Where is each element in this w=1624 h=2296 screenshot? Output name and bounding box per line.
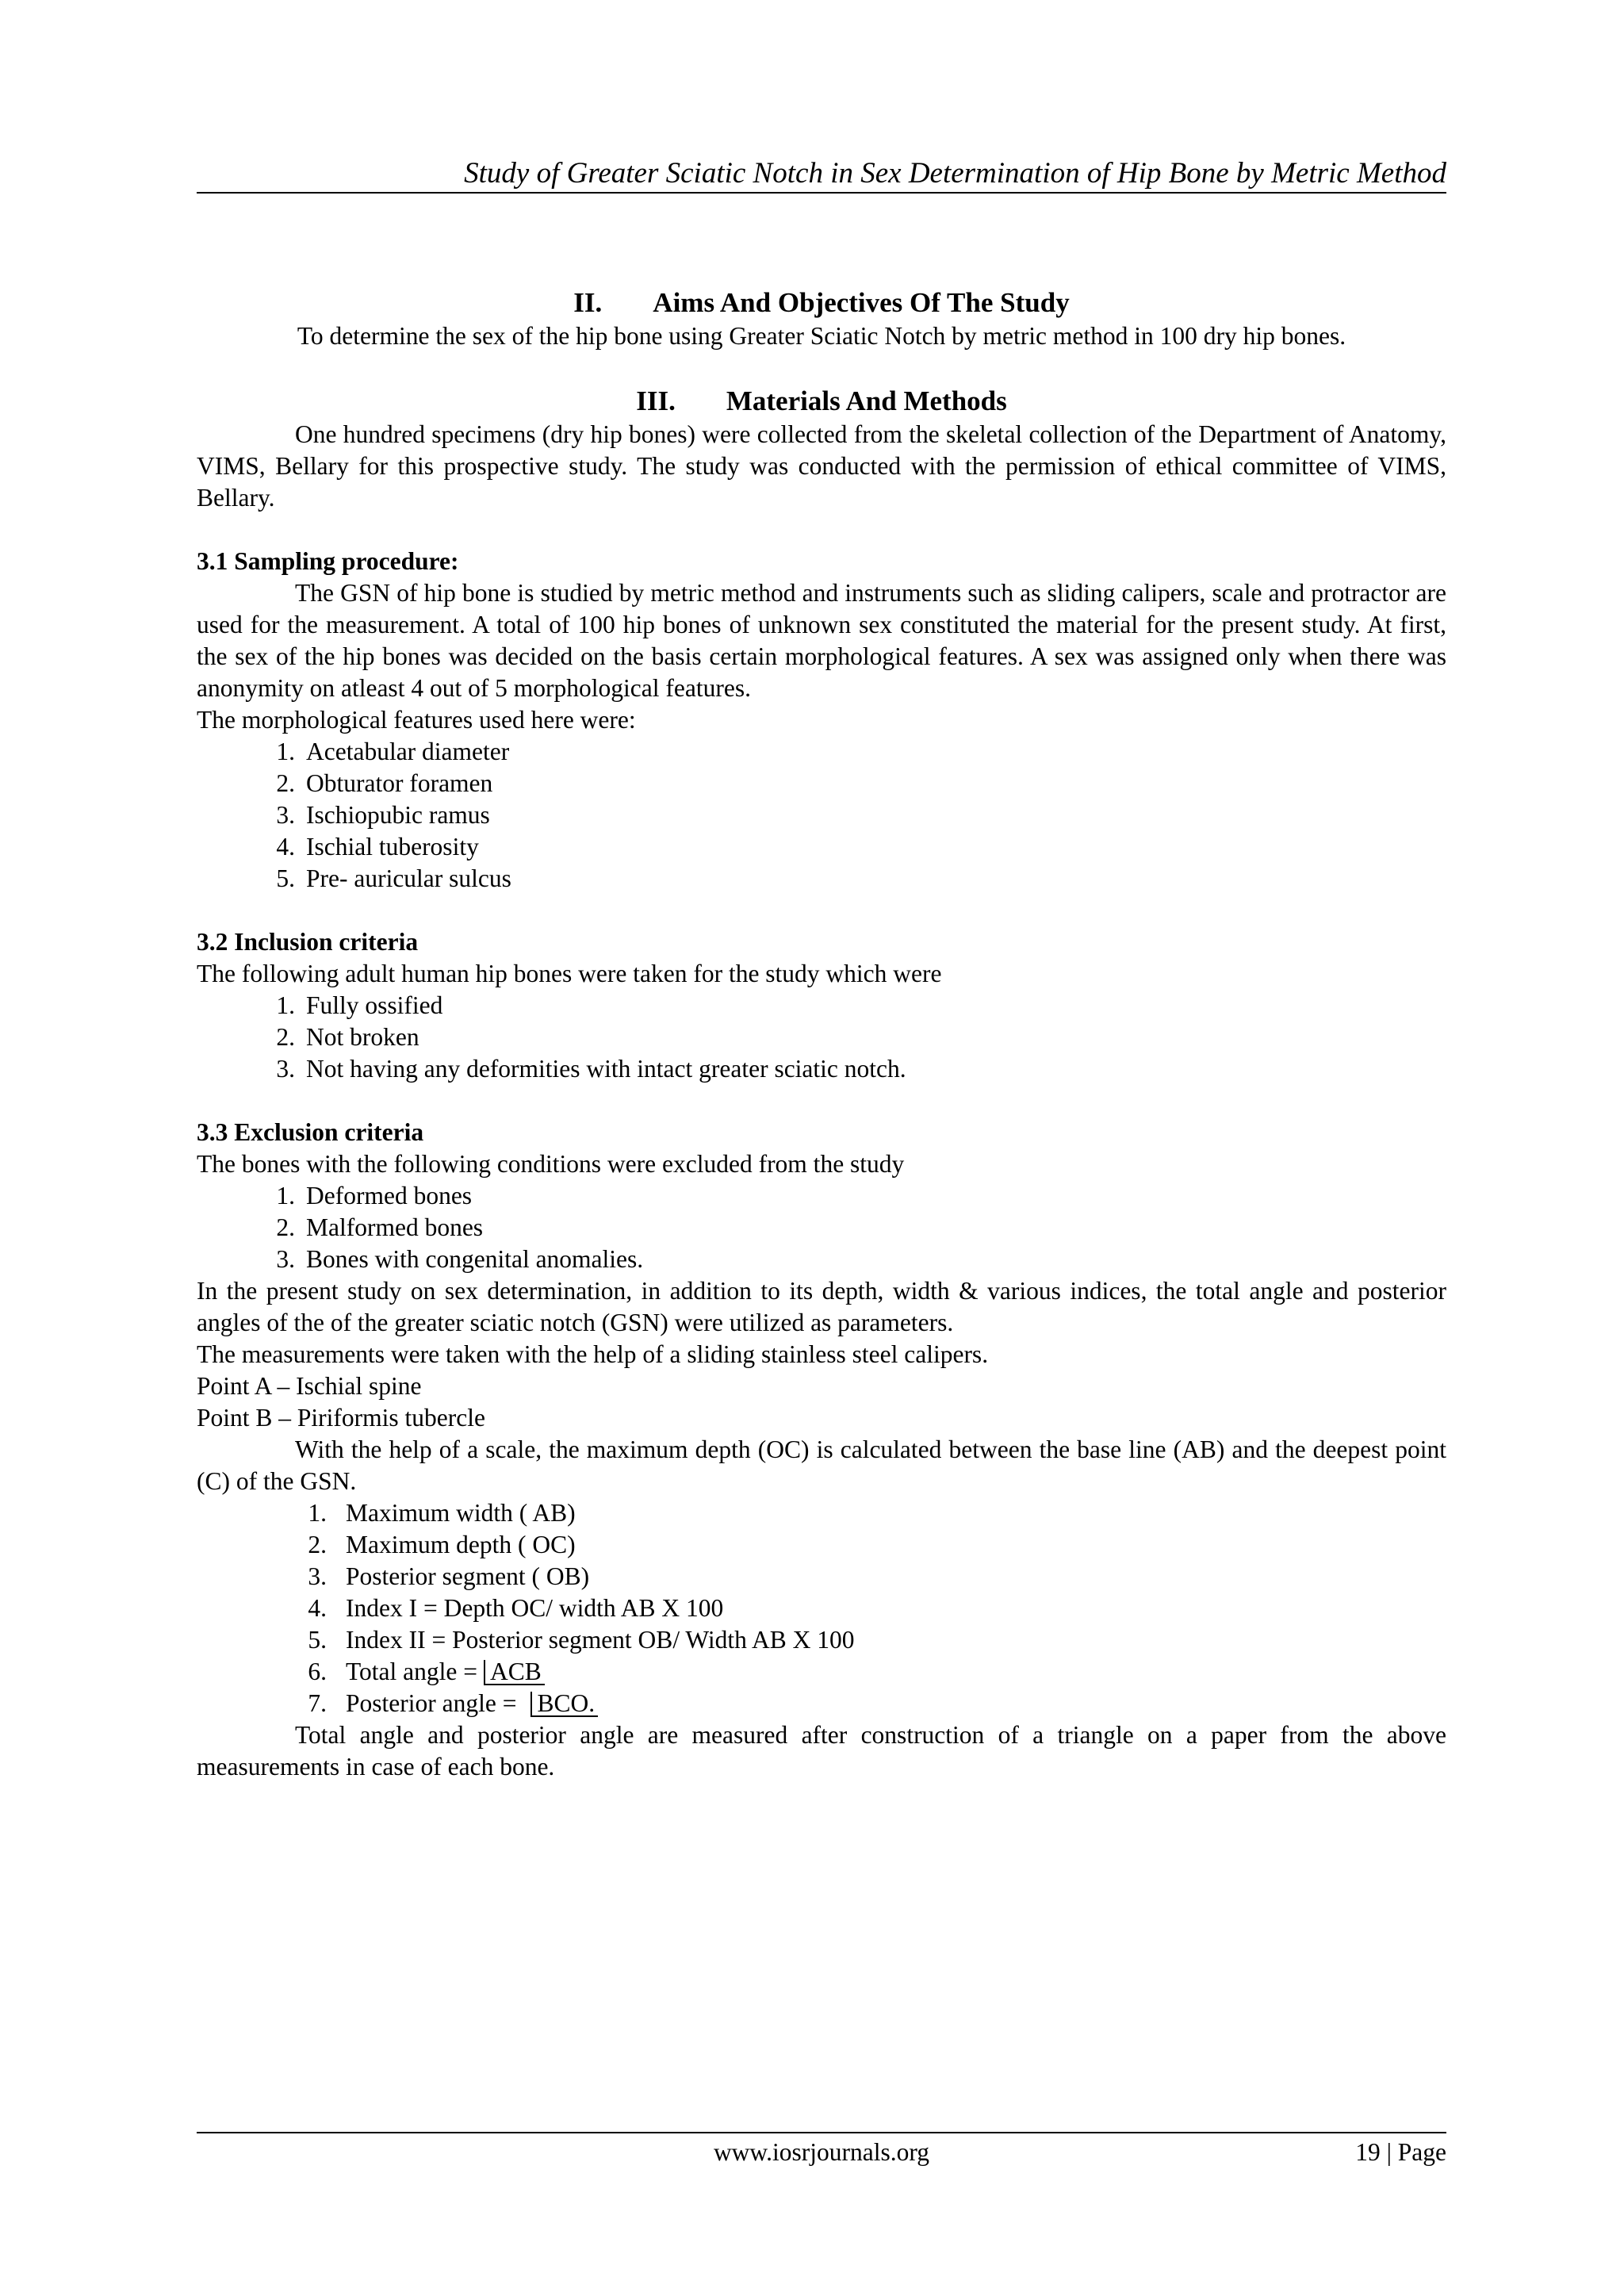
- sampling-heading: 3.1 Sampling procedure:: [197, 547, 459, 575]
- page-number: 19 | Page: [1355, 2138, 1446, 2166]
- section-number: III.: [636, 385, 676, 416]
- inclusion-intro: The following adult human hip bones were taken for the study which were: [197, 960, 942, 987]
- depth-paragraph: With the help of a scale, the maximum depth (OC) is calculated between the base line (AB) and the deepest point (C) of the GSN.: [197, 1435, 1446, 1495]
- list-item: 2. Malformed bones: [276, 1213, 484, 1241]
- parameters-paragraph: In the present study on sex determination, in addition to its depth, width & various indices, the total angle and posterior angles of the of the greater sciatic notch (GSN) were utilized as parameters.: [197, 1277, 1446, 1336]
- list-item: 1. Deformed bones: [276, 1182, 473, 1209]
- methods-intro: One hundred specimens (dry hip bones) were collected from the skeletal collection of the Department of Anatomy, VIMS, Bellary for this prospective study. The study was conducted with the permission of ethical committee of VIMS, Bellary.: [197, 420, 1446, 512]
- list-item: 2. Maximum depth ( OC): [308, 1531, 576, 1558]
- angle-symbol: ACB: [484, 1660, 545, 1685]
- measurements-list: [197, 1497, 1446, 1719]
- list-item: 1. Acetabular diameter: [276, 738, 510, 765]
- header-rule: [197, 192, 1446, 194]
- footer-rule: [197, 2132, 1446, 2133]
- inclusion-list: [197, 990, 1446, 1085]
- exclusion-list: [197, 1180, 1446, 1275]
- list-item: 1. Maximum width ( AB): [308, 1499, 576, 1527]
- footer-website: www.iosrjournals.org: [713, 2138, 930, 2166]
- list-item: 4. Ischial tuberosity: [276, 833, 479, 861]
- point-b: Point B – Piriformis tubercle: [197, 1404, 485, 1432]
- features-intro: The morphological features used here were:: [197, 706, 636, 734]
- list-item: 3. Posterior segment ( OB): [308, 1562, 590, 1590]
- list-item: 4. Index I = Depth OC/ width AB X 100: [308, 1594, 724, 1622]
- list-item: 3. Ischiopubic ramus: [276, 801, 490, 829]
- aims-text: To determine the sex of the hip bone using Greater Sciatic Notch by metric method in 100 dry hip bones.: [297, 322, 1346, 350]
- exclusion-heading: 3.3 Exclusion criteria: [197, 1118, 424, 1146]
- list-item: 5. Pre- auricular sulcus: [276, 864, 511, 892]
- section-title: Materials And Methods: [726, 385, 1007, 416]
- section-title: Aims And Objectives Of The Study: [653, 287, 1070, 318]
- list-item: 5. Index II = Posterior segment OB/ Width AB X 100: [308, 1626, 855, 1654]
- list-item: 2. Obturator foramen: [276, 769, 493, 797]
- angle-symbol: BCO.: [530, 1692, 598, 1717]
- list-item: 3. Bones with congenital anomalies.: [276, 1245, 644, 1273]
- point-a: Point A – Ischial spine: [197, 1372, 422, 1400]
- angle-paragraph: Total angle and posterior angle are measured after construction of a triangle on a paper from the above measurements in case of each bone.: [197, 1721, 1446, 1780]
- morphological-features-list: [197, 736, 1446, 895]
- list-item: 1. Fully ossified: [276, 991, 443, 1019]
- list-item: 3. Not having any deformities with intact greater sciatic notch.: [276, 1055, 906, 1083]
- running-title: Study of Greater Sciatic Notch in Sex Determination of Hip Bone by Metric Method: [464, 157, 1446, 190]
- section-heading-aims: [197, 286, 1446, 320]
- list-item: 2. Not broken: [276, 1023, 419, 1051]
- page-content: [197, 286, 1446, 1783]
- section-number: II.: [573, 287, 603, 318]
- inclusion-heading: 3.2 Inclusion criteria: [197, 928, 419, 956]
- section-heading-methods: [197, 384, 1446, 419]
- sampling-paragraph: The GSN of hip bone is studied by metric method and instruments such as sliding calipers, scale and protractor are used for the measurement. A total of 100 hip bones of unknown sex constituted the material for the present study. At first, the sex of the hip bones was decided on the basis certain morphological features. A sex was assigned only when there was anonymity on atleast 4 out of 5 morphological features.: [197, 579, 1446, 702]
- list-item: 6. Total angle = ACB: [197, 1656, 1446, 1688]
- list-item: 7. Posterior angle = BCO.: [197, 1688, 1446, 1719]
- calipers-paragraph: The measurements were taken with the help of a sliding stainless steel calipers.: [197, 1340, 989, 1368]
- exclusion-intro: The bones with the following conditions were excluded from the study: [197, 1150, 905, 1178]
